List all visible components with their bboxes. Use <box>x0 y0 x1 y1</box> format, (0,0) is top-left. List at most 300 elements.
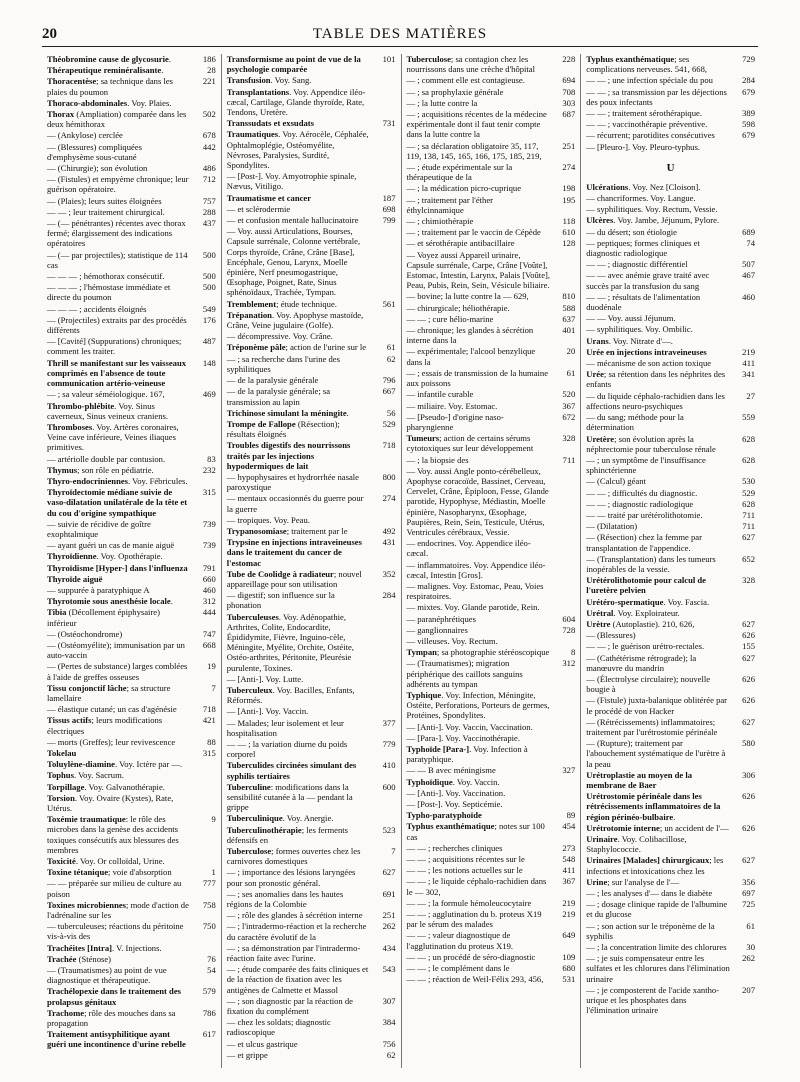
entry-text: Tuberculinothérapie; les ferments défensifs en <box>226 824 349 845</box>
index-entry <box>47 661 216 681</box>
index-entry <box>407 466 576 537</box>
entry-page-number: 328 <box>562 433 576 444</box>
index-entry <box>586 695 755 715</box>
entry-page-number: 9 <box>211 814 216 825</box>
entry-text: Typhique. Voy. Infection, Méningite, Ostéite, Perforations, Porteurs de germes, Protéines, Spondylites. <box>406 689 550 721</box>
entry-text: Uretère; son évolution après la néphrectomie pour tuberculose rénale <box>586 433 716 454</box>
entry-text: — Voy. aussi Articulations, Bourses, Capsule surrénale, Colonne vertébrale, Corps thyroïde, Crâne, Crâne [Base], Encéphale, Genou, Larynx, Moelle épinière, Nerf pneumogastrique, Œsophage, Poignet, Rate, Sinus sphénoïdaux, Trachée, Tympan. <box>226 226 361 298</box>
entry-text: — — ; la variation diurne du poids corporel <box>226 739 348 760</box>
entry-text: — ; la médication picro-cuprique <box>406 183 522 194</box>
entry-text: — (Plaies); leurs suites éloignées <box>47 195 162 206</box>
index-entry <box>47 1029 216 1049</box>
entry-page-number: 101 <box>382 54 396 64</box>
index-entry <box>47 304 216 314</box>
index-entry <box>407 216 576 226</box>
index-entry <box>586 358 755 368</box>
entry-page-number: 434 <box>382 942 396 953</box>
index-entry <box>586 888 755 898</box>
index-entry <box>586 324 755 334</box>
entry-page-number: 367 <box>562 876 576 887</box>
entry-page-number: 315 <box>202 487 216 498</box>
entry-text: Transformisme au point de vue de la psychologie comparée <box>226 54 361 75</box>
index-entry <box>407 325 576 345</box>
index-entry <box>47 954 216 964</box>
entry-text: Tuberculeux. Voy. Bacilles, Enfants, Réformés. <box>226 684 355 706</box>
entry-text: Thrill se manifestant sur les vaisseaux comprimés en l'absence de toute communication artério-veineuse <box>47 357 187 389</box>
entry-text: Urée en injections intraveineuses <box>586 346 707 357</box>
entry-page-number: 228 <box>562 54 576 64</box>
index-entry <box>47 65 216 75</box>
entry-text: — — — ; accidents éloignés <box>47 303 147 314</box>
entry-page-number: 711 <box>562 454 576 465</box>
entry-page-number: 118 <box>562 216 576 227</box>
entry-text: Toluylène-diamine. Voy. Ictère par —. <box>47 759 183 770</box>
entry-page-number: 697 <box>742 888 755 899</box>
entry-text: — Voyez aussi Appareil urinaire, Capsule surrénale, Carpe, Crâne [Voûte], Estomac, Intestin, Larynx, Palais [Voûte], Peau, Pubis, Rein, Sein, Vésicule biliaire. <box>406 249 551 291</box>
entry-page-number: 155 <box>742 641 755 652</box>
entry-page-number: 660 <box>202 573 216 584</box>
entry-page-number: 626 <box>742 673 755 684</box>
entry-text: — [Anti-]. Voy. Vaccin. <box>226 706 309 717</box>
entry-page-number: 779 <box>382 739 396 749</box>
index-entry <box>47 814 216 855</box>
entry-text: — villeuses. Voy. Rectum. <box>406 635 498 646</box>
entry-text: — — ; les notions actuelles sur le <box>406 865 523 876</box>
entry-text: — — Voy. aussi Jéjunum. <box>586 313 676 324</box>
entry-page-number: 327 <box>562 765 576 776</box>
entry-page-number: 711 <box>742 521 755 532</box>
index-entry <box>586 391 755 411</box>
entry-text: Typhoïdique. Voy. Vaccin. <box>406 776 500 787</box>
index-entry <box>227 612 396 673</box>
index-entry <box>407 346 576 366</box>
entry-text: — ayant guéri un cas de manie aiguë <box>47 540 175 551</box>
index-entry <box>586 215 755 225</box>
entry-text: — ; l'intradermo-réaction et la recherche du caractère évolutif de la <box>226 921 367 942</box>
entry-page-number: 637 <box>562 313 576 324</box>
entry-page-number: 718 <box>382 440 396 451</box>
entry-page-number: 689 <box>742 226 755 237</box>
entry-page-number: 284 <box>742 75 755 86</box>
index-entry <box>407 303 576 313</box>
index-entry <box>407 930 576 950</box>
entry-text: — syphilitiques. Voy. Ombilic. <box>586 324 693 335</box>
entry-text: Thromboses. Voy. Artères coronaires, Veine cave inférieure, Veines iliaques primitives. <box>47 421 179 453</box>
entry-text: — ; la lutte contre la <box>406 97 478 108</box>
entry-page-number: 626 <box>742 822 755 833</box>
entry-text: Tissu conjonctif lâche; sa structure lamellaire <box>47 682 171 703</box>
index-entry <box>586 204 755 214</box>
entry-page-number: 708 <box>562 86 576 97</box>
entry-page-number: 500 <box>202 282 216 293</box>
entry-page-number: 486 <box>202 163 216 174</box>
entry-text: Trachéites [Intra]. V. Injections. <box>47 942 162 953</box>
entry-text: — ; dosage clinique rapide de l'albumine et du glucose <box>586 899 728 920</box>
entry-page-number: 756 <box>382 1038 396 1049</box>
index-entry <box>47 900 216 920</box>
entry-page-number: 315 <box>202 748 216 758</box>
entry-page-number: 88 <box>207 736 216 747</box>
entry-text: Urétroplastie au moyen de la membrane de Baer <box>586 769 693 790</box>
index-entry <box>586 369 755 389</box>
entry-text: — ; étude expérimentale sur la thérapeutique de la <box>406 162 513 183</box>
index-entry <box>407 625 576 635</box>
index-entry <box>227 226 396 297</box>
entry-text: — — ; agglutination du b. proteus X19 par le sérum des malades <box>406 909 542 930</box>
index-entry <box>227 204 396 214</box>
entry-page-number: 627 <box>382 867 396 878</box>
entry-text: Tibia (Décollement épiphysaire) inférieur <box>47 607 160 628</box>
index-entry <box>47 282 216 302</box>
index-entry <box>227 118 396 128</box>
entry-text: Tumeurs; action de certains sérums cytotoxiques sur leur développement <box>406 433 534 454</box>
index-entry <box>227 419 396 439</box>
index-entry <box>586 108 755 118</box>
index-entry <box>47 1008 216 1028</box>
entry-page-number: 626 <box>742 695 755 706</box>
entry-text: — ; la biopsie des <box>406 454 469 465</box>
entry-text: — — ; acquisitions récentes sur le <box>406 854 525 865</box>
entry-text: — [Anti-]. Voy. Lutte. <box>226 673 304 684</box>
entry-page-number: 442 <box>202 141 216 152</box>
entry-page-number: 758 <box>202 899 216 910</box>
entry-text: Torpillage. Voy. Galvanothérapie. <box>47 781 165 792</box>
entry-text: — de la paralysie générale <box>226 375 319 386</box>
index-entry <box>227 54 396 74</box>
index-entry <box>407 141 576 161</box>
entry-page-number: 694 <box>562 75 576 86</box>
entry-page-number: 176 <box>202 314 216 325</box>
index-entry <box>227 825 396 845</box>
index-entry <box>586 54 755 74</box>
entry-text: — morts (Greffes); leur revivescence <box>47 736 176 747</box>
entry-text: — ; je suis compensateur entre les sulfates et les chlorures dans l'élimination urinaire <box>586 953 730 984</box>
entry-page-number: 529 <box>742 487 755 498</box>
index-entry <box>47 336 216 356</box>
entry-page-number: 628 <box>742 433 755 444</box>
entry-page-number: 678 <box>202 130 216 141</box>
entry-text: Thoraco-abdominales. Voy. Plaies. <box>47 97 172 108</box>
entry-page-number: 588 <box>562 302 576 313</box>
index-entry <box>407 455 576 465</box>
entry-page-number: 1 <box>211 867 216 878</box>
index-entry <box>407 898 576 908</box>
index-entry <box>227 706 396 716</box>
entry-text: — ; acquisitions récentes de la médecine expérimentale dont il faut tenir compte dans la lutte contre la <box>406 109 547 140</box>
entry-page-number: 411 <box>562 865 576 876</box>
index-entry <box>47 519 216 539</box>
index-entry <box>47 476 216 486</box>
entry-page-number: 718 <box>202 704 216 715</box>
entry-page-number: 454 <box>562 821 576 832</box>
entry-text: — et sclérodermie <box>226 203 291 214</box>
index-entry <box>407 227 576 237</box>
entry-text: — (Rétrécissements) inflammatoires; traitement par l'urétrostomie périnéale <box>586 716 718 737</box>
index-entry <box>227 515 396 525</box>
entry-text: — — ; traitement sérothérapique. <box>586 108 702 119</box>
entry-page-number: 274 <box>382 493 396 504</box>
entry-page-number: 328 <box>742 575 755 586</box>
index-entry <box>227 943 396 963</box>
index-entry <box>227 472 396 492</box>
index-entry <box>227 375 396 385</box>
entry-page-number: 389 <box>742 108 755 119</box>
index-entry <box>227 590 396 610</box>
entry-text: — ; sa prophylaxie générale <box>406 86 504 97</box>
entry-page-number: 401 <box>562 325 576 336</box>
index-entry <box>47 867 216 877</box>
entry-page-number: 28 <box>207 65 216 76</box>
entry-page-number: 74 <box>746 237 755 248</box>
entry-text: Tuberculine: modifications dans la sensibilité cutanée à la — pendant la grippe <box>226 781 353 813</box>
entry-text: Trompe de Fallope (Résection); résultats éloignés <box>226 418 340 440</box>
entry-page-number: 219 <box>562 897 576 908</box>
entry-page-number: 128 <box>562 238 576 249</box>
index-entry <box>407 788 576 798</box>
entry-text: Tissus actifs; leurs modifications électriques <box>47 715 163 736</box>
entry-text: — [Para-]. Voy. Vaccinothérapie. <box>406 732 521 743</box>
index-entry <box>586 270 755 290</box>
index-entry <box>407 412 576 432</box>
entry-page-number: 725 <box>742 899 755 910</box>
entry-text: — infantile curable <box>406 389 474 400</box>
index-entry <box>586 488 755 498</box>
entry-page-number: 195 <box>562 194 576 205</box>
entry-text: Trachée (Sténose) <box>47 953 112 964</box>
entry-page-number: 62 <box>386 353 396 364</box>
entry-text: — chancriformes. Voy. Langue. <box>586 193 696 204</box>
entry-page-number: 54 <box>207 965 216 976</box>
entry-text: — — ; le complément dans le <box>406 963 510 974</box>
index-entry <box>586 193 755 203</box>
index-entry <box>227 1017 396 1037</box>
index-entry <box>407 368 576 388</box>
entry-text: — (Traumatismes); migration périphérique des caillots sanguins adhérents au tympan <box>406 658 523 689</box>
entry-text: Typho-paratyphoïde <box>406 810 482 821</box>
index-entry <box>586 142 755 152</box>
entry-text: — (Fistule) juxta-balanique oblitérée par le procédé de von Hacker <box>586 695 728 716</box>
index-entry <box>227 718 396 738</box>
entry-text: — du sang; méthode pour la détermination <box>586 412 684 433</box>
entry-page-number: 61 <box>746 920 755 931</box>
index-entry <box>47 759 216 769</box>
index-entry <box>586 597 755 607</box>
index-entry <box>407 250 576 291</box>
entry-page-number: 312 <box>562 658 576 669</box>
index-entry <box>586 942 755 952</box>
entry-page-number: 62 <box>386 1049 396 1060</box>
index-entry <box>407 722 576 732</box>
entry-text: Tuberculose; formes ouvertes chez les carnivores domestiques <box>226 846 361 867</box>
index-entry <box>47 465 216 475</box>
entry-text: — — ; résultats de l'alimentation duodénale <box>586 291 701 313</box>
index-entry <box>407 195 576 215</box>
entry-text: — (Blessures) compliquées d'emphysème sous-cutané <box>47 141 142 162</box>
entry-page-number: 20 <box>566 346 576 357</box>
entry-text: Thyrotomie sous anesthésie locale. <box>47 596 173 607</box>
entry-page-number: 747 <box>202 628 216 639</box>
entry-text: — (Électrolyse circulaire); nouvelle bougie à <box>586 673 711 695</box>
entry-text: Urée; sa rétention dans les néphrites des enfants <box>586 369 726 390</box>
entry-text: Torsion. Voy. Ovaire (Kystes), Rate, Utérus. <box>47 792 174 814</box>
index-entry <box>407 821 576 841</box>
entry-text: Thyroïdisme [Hyper-] dans l'influenza <box>47 562 188 573</box>
index-entry <box>586 554 755 574</box>
entry-page-number: 251 <box>382 910 396 921</box>
entry-text: — bovine; la lutte contre la — 629, <box>406 291 529 302</box>
index-entry <box>47 770 216 780</box>
entry-page-number: 652 <box>742 553 755 564</box>
entry-text: — mécanisme de son action toxique <box>586 358 712 369</box>
entry-page-number: 500 <box>202 271 216 282</box>
entry-page-number: 598 <box>742 119 755 130</box>
index-entry <box>227 739 396 759</box>
index-entry <box>407 602 576 612</box>
entry-text: Trypsine en injections intraveineuses dans le traitement du cancer de l'estomac <box>226 537 362 568</box>
index-entry <box>407 238 576 248</box>
entry-text: — (— par projectiles); statistique de 114 cas <box>47 249 188 270</box>
entry-page-number: 262 <box>382 921 396 932</box>
entry-text: — chirurgicale; héliothérapie. <box>406 302 510 313</box>
index-entry <box>586 770 755 790</box>
entry-text: — [Anti-]. Voy. Vaccin, Vaccination. <box>406 721 533 732</box>
entry-text: — — ; leur traitement chirurgical. <box>47 206 165 217</box>
index-entry <box>407 810 576 820</box>
entry-page-number: 421 <box>202 715 216 726</box>
entry-text: Urine; sur l'analyse de l'— <box>586 876 680 887</box>
entry-text: — ; la concentration limite des chlorures <box>586 942 727 953</box>
entry-page-number: 698 <box>382 203 396 214</box>
entry-text: — (Cathétérisme rétrograde); la manœuvre du mandrin <box>586 652 697 673</box>
index-entry <box>407 560 576 580</box>
index-entry <box>407 647 576 657</box>
entry-page-number: 799 <box>382 215 396 226</box>
entry-text: — ganglionnaires <box>406 624 468 635</box>
entry-page-number: 687 <box>562 109 576 120</box>
index-entry <box>227 193 396 203</box>
entry-text: Thyroïdectomie médiane suivie de vaso-dilatation unilatérale de la tête et du cou d'origine sympathique <box>47 487 188 518</box>
index-entry <box>407 98 576 108</box>
entry-page-number: 626 <box>742 630 755 641</box>
entry-text: — ; les analyses d'— dans le diabète <box>586 888 713 899</box>
index-entry <box>227 889 396 909</box>
entry-text: — ; rôle des glandes à sécrétion interne <box>226 910 363 921</box>
index-entry <box>47 487 216 518</box>
index-entry <box>47 965 216 985</box>
index-entry <box>227 921 396 941</box>
entry-text: — (Pertes de substance) larges comblées à l'aide de greffes osseuses <box>47 661 188 682</box>
entry-text: — et sérothérapie antibacillaire <box>406 238 515 249</box>
entry-text: Urétrotomie interne; un accident de l'— <box>586 822 729 833</box>
index-entry <box>407 909 576 929</box>
entry-page-number: 303 <box>562 97 576 108</box>
index-entry <box>407 854 576 864</box>
entry-text: — [Post-]. Voy. Septicémie. <box>406 799 503 810</box>
index-column-2 <box>222 54 402 1068</box>
entry-text: Typhoïde [Para-]. Voy. Infection à paratyphique. <box>406 744 528 765</box>
index-entry <box>407 799 576 809</box>
index-entry <box>586 985 755 1016</box>
index-entry <box>227 299 396 309</box>
entry-page-number: 507 <box>742 259 755 270</box>
entry-page-number: 288 <box>202 206 216 217</box>
entry-text: Thymus; son rôle en pédiatrie. <box>47 464 154 475</box>
entry-text: Thorax (Ampliation) comparée dans les deux hémithorax <box>47 109 187 130</box>
index-entry <box>47 704 216 714</box>
entry-page-number: 27 <box>746 390 755 401</box>
entry-text: Troubles digestifs des nourrissons traités par les injections hypodermiques de lait <box>226 440 351 471</box>
entry-text: — ; ses anomalies dans les hautes régions de la Colombie <box>226 888 344 910</box>
index-entry <box>227 386 396 406</box>
index-entry <box>586 855 755 875</box>
index-entry <box>586 738 755 769</box>
index-entry <box>586 619 755 629</box>
entry-page-number: 627 <box>742 855 755 866</box>
entry-page-number: 198 <box>562 183 576 194</box>
entry-page-number: 187 <box>382 192 396 203</box>
index-entry <box>47 76 216 96</box>
index-entry <box>586 182 755 192</box>
index-entry <box>586 921 755 941</box>
index-entry <box>47 551 216 561</box>
entry-text: Traumatiques. Voy. Aérocèle, Céphalée, Ophtalmoplégie, Ostéomyélite, Névroses, Paralysies, Surdité, Spondylites. <box>226 129 369 171</box>
index-entry <box>227 1039 396 1049</box>
index-entry <box>227 685 396 705</box>
index-entry <box>586 87 755 107</box>
entry-page-number: 444 <box>202 607 216 618</box>
entry-page-number: 523 <box>382 824 396 835</box>
index-entry <box>227 910 396 920</box>
entry-page-number: 148 <box>202 357 216 368</box>
entry-page-number: 731 <box>382 118 396 129</box>
index-entry <box>407 538 576 558</box>
entry-text: Toxémie traumatique: le rôle des microbes dans la genèse des accidents toxiques consécutifs aux blessures des membres <box>47 814 179 855</box>
entry-text: — du liquide céphalo-rachidien dans les affections neuro-psychiques <box>586 390 725 411</box>
entry-text: Tube de Coolidge à radiateur; nouvel appareillage pour son utilisation <box>226 568 362 589</box>
entry-text: — (— pénétrantes) récentes avec thorax fermé; élargissement des indications opératoires <box>47 218 186 249</box>
index-entry <box>586 877 755 887</box>
entry-text: Tuberculeuses. Voy. Adénopathie, Arthrites, Colite, Endocardite, Épididymite, Fièvre, Inguino-cèle, Méningite, Myélite, Orchite, Ostéite, Ostéo-arthrites, Péritonite, Pleurésie purulente, Toxines. <box>226 611 354 673</box>
entry-text: — ; sa déclaration obligatoire 35, 117, 119, 138, 145, 165, 166, 175, 185, 219, <box>406 140 542 161</box>
entry-page-number: 580 <box>742 738 755 749</box>
entry-text: — — B avec méningisme <box>406 765 496 776</box>
entry-page-number: 680 <box>562 963 576 974</box>
entry-page-number: 627 <box>742 618 755 629</box>
entry-text: Tuberculinique. Voy. Anergie. <box>226 813 334 824</box>
entry-page-number: 530 <box>742 476 755 487</box>
index-entry <box>47 98 216 108</box>
entry-text: — (Ostéochondrome) <box>47 628 123 639</box>
index-entry <box>227 440 396 471</box>
entry-text: — paranéphrétiques <box>406 613 476 624</box>
page-title: TABLE DES MATIÈRES <box>312 26 488 42</box>
entry-page-number: 469 <box>202 389 216 400</box>
index-entry <box>227 782 396 813</box>
index-entry <box>227 354 396 374</box>
entry-text: Tuberculides circinées simulant des syphilis tertiaires <box>226 760 357 781</box>
index-entry <box>586 238 755 258</box>
entry-text: — mixtes. Voy. Glande parotide, Rein. <box>406 602 540 613</box>
index-entry <box>586 641 755 651</box>
entry-page-number: 341 <box>742 369 755 380</box>
index-column-4 <box>581 54 760 1068</box>
index-entry <box>47 585 216 595</box>
entry-text: Urans. Voy. Nitrate d'—. <box>586 335 673 346</box>
index-entry <box>47 563 216 573</box>
entry-text: — expérimentale; l'alcool benzylique dans la <box>406 346 536 367</box>
index-entry <box>227 996 396 1016</box>
index-entry <box>586 791 755 822</box>
